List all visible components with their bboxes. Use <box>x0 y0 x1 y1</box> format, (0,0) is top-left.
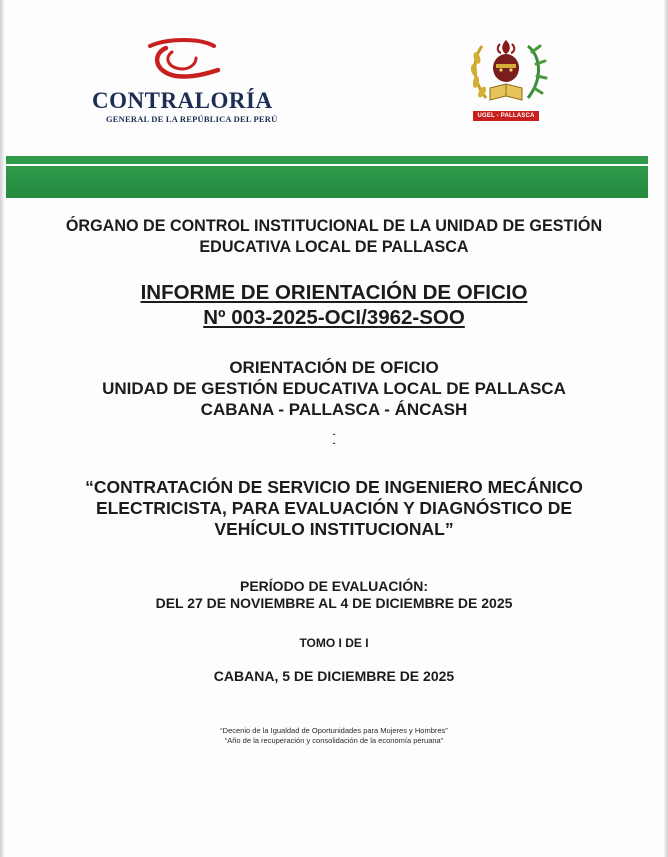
orientation-line-2: UNIDAD DE GESTIÓN EDUCATIVA LOCAL DE PALLASCA <box>102 379 566 398</box>
period-value: DEL 27 DE NOVIEMBRE AL 4 DE DICIEMBRE DE 2025 <box>155 595 513 611</box>
contraloria-logo-name: CONTRALORÍA <box>92 88 273 113</box>
subject-line-1: “CONTRATACIÓN DE SERVICIO DE INGENIERO MECÁNICO <box>85 477 583 497</box>
organ-line-2: EDUCATIVA LOCAL DE PALLASCA <box>199 237 469 256</box>
period-label: PERÍODO DE EVALUACIÓN: <box>240 578 428 594</box>
orientation-line-1: ORIENTACIÓN DE OFICIO <box>229 358 439 377</box>
ugel-pallasca-logo <box>466 36 550 126</box>
report-number: Nº 003-2025-OCI/3962-SOO <box>203 306 465 329</box>
evaluation-period-block <box>0 578 668 612</box>
ugel-emblem-icon <box>466 36 550 112</box>
motto-year: “Año de la recuperación y consolidación de la economía peruana” <box>224 736 444 745</box>
header-green-thin-bar <box>6 156 648 164</box>
motto-decade: “Decenio de la Igualdad de Oportunidades para Mujeres y Hombres” <box>220 726 448 735</box>
header-green-thick-bar <box>6 166 648 198</box>
organ-heading <box>17 215 652 257</box>
contraloria-logo-subtitle: GENERAL DE LA REPÚBLICA DEL PERÚ <box>106 114 278 124</box>
ugel-logo-label: UGEL - PALLASCA <box>473 111 539 121</box>
subject-line-3: VEHÍCULO INSTITUCIONAL” <box>214 519 454 539</box>
subject-line-2: ELECTRICISTA, PARA EVALUACIÓN Y DIAGNÓSTICO DE <box>95 498 573 518</box>
place-date: CABANA, 5 DE DICIEMBRE DE 2025 <box>213 668 455 684</box>
subject-block <box>0 477 668 540</box>
contraloria-swoosh-icon <box>138 36 228 84</box>
contraloria-logo <box>92 36 282 126</box>
orientation-block <box>0 357 668 420</box>
scan-mark: - - <box>332 429 336 448</box>
year-mottos <box>0 726 668 746</box>
organ-line-1: ÓRGANO DE CONTROL INSTITUCIONAL DE LA UNIDAD DE GESTIÓN <box>65 216 603 235</box>
report-title: INFORME DE ORIENTACIÓN DE OFICIO <box>140 281 528 304</box>
orientation-line-3: CABANA - PALLASCA - ÁNCASH <box>200 400 468 419</box>
report-title-block <box>0 280 668 330</box>
volume-label: TOMO I DE I <box>299 636 369 650</box>
